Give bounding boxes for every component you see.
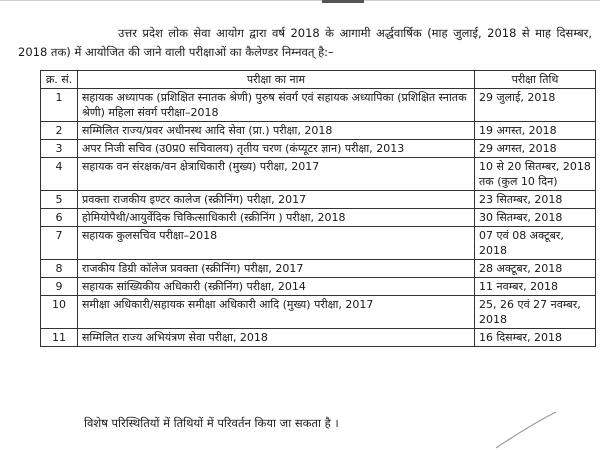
cell-serial: 5: [41, 191, 78, 209]
footnote: विशेष परिस्थितियों में तिथियों में परिवर्तन किया जा सकता है ।: [84, 416, 339, 430]
cell-serial: 7: [41, 227, 78, 260]
cell-exam-name: सहायक कुलसचिव परीक्षा–2018: [78, 227, 475, 260]
cell-serial: 4: [41, 158, 78, 191]
header-exam-date: परीक्षा तिथि: [475, 71, 596, 89]
exam-calendar-table: [40, 70, 596, 347]
top-mark: [322, 0, 364, 3]
cell-serial: 1: [41, 89, 78, 122]
table-row: [41, 329, 596, 347]
cell-exam-date: 19 अगस्त, 2018: [475, 122, 596, 140]
cell-exam-name: समीक्षा अधिकारी/सहायक समीक्षा अधिकारी आदि (मुख्य) परीक्षा, 2017: [78, 296, 475, 329]
cell-exam-date: 11 नवम्बर, 2018: [475, 278, 596, 296]
cell-exam-date: 30 सितम्बर, 2018: [475, 209, 596, 227]
header-exam-name: परीक्षा का नाम: [78, 71, 475, 89]
cell-exam-date: 16 दिसम्बर, 2018: [475, 329, 596, 347]
cell-exam-name: होमियोपैथी/आयुर्वेदिक चिकित्साधिकारी (स्क्रीनिंग ) परीक्षा, 2018: [78, 209, 475, 227]
cell-exam-name: सम्मिलित राज्य अभियंत्रण सेवा परीक्षा, 2018: [78, 329, 475, 347]
table-row: [41, 227, 596, 260]
table-row: [41, 122, 596, 140]
intro-paragraph: उत्तर प्रदेश लोक सेवा आयोग द्वारा वर्ष 2018 के आगामी अर्द्धवार्षिक (माह जुलाई, 2018 से माह दिसम्बर, 2018 तक) में आयोजित की जाने वाली परीक्षाओं का कैलेण्डर निम्नवत् है:–: [18, 25, 592, 59]
cell-exam-name: सहायक अध्यापक (प्रशिक्षित स्नातक श्रेणी) पुरुष संवर्ग एवं सहायक अध्यापिका (प्रशिक्षित स्नातक श्रेणी) महिला संवर्ग परीक्षा–2018: [78, 89, 475, 122]
cell-serial: 10: [41, 296, 78, 329]
cell-serial: 2: [41, 122, 78, 140]
table-row: [41, 191, 596, 209]
table-body: [41, 89, 596, 347]
table-row: [41, 89, 596, 122]
cell-exam-name: प्रवक्ता राजकीय इण्टर कालेज (स्क्रीनिंग) परीक्षा, 2017: [78, 191, 475, 209]
cell-serial: 3: [41, 140, 78, 158]
cell-exam-name: राजकीय डिग्री कॉलेज प्रवक्ता (स्क्रीनिंग) परीक्षा, 2017: [78, 260, 475, 278]
cell-serial: 9: [41, 278, 78, 296]
cell-exam-date: 23 सितम्बर, 2018: [475, 191, 596, 209]
cell-serial: 6: [41, 209, 78, 227]
top-rule: [0, 0, 600, 1]
cell-exam-date: 25, 26 एवं 27 नवम्बर, 2018: [475, 296, 596, 329]
cell-exam-name: सम्मिलित राज्य/प्रवर अधीनस्थ आदि सेवा (प्रा.) परीक्षा, 2018: [78, 122, 475, 140]
cell-exam-date: 29 अगस्त, 2018: [475, 140, 596, 158]
table-header-row: [41, 71, 596, 89]
cell-serial: 8: [41, 260, 78, 278]
cell-exam-name: सहायक वन संरक्षक/वन क्षेत्राधिकारी (मुख्य) परीक्षा, 2017: [78, 158, 475, 191]
cell-exam-date: 07 एवं 08 अक्टूबर, 2018: [475, 227, 596, 260]
cell-exam-name: अपर निजी सचिव (उ0प्र0 सचिवालय) तृतीय चरण (कंप्यूटर ज्ञान) परीक्षा, 2013: [78, 140, 475, 158]
table-row: [41, 260, 596, 278]
header-serial: क्र. सं.: [41, 71, 78, 89]
table-row: [41, 278, 596, 296]
cell-exam-date: 10 से 20 सितम्बर, 2018 तक (कुल 10 दिन): [475, 158, 596, 191]
table-row: [41, 158, 596, 191]
cell-exam-name: सहायक सांख्यिकीय अधिकारी (स्क्रीनिंग) परीक्षा, 2014: [78, 278, 475, 296]
table-row: [41, 296, 596, 329]
table-row: [41, 209, 596, 227]
cell-serial: 11: [41, 329, 78, 347]
cell-exam-date: 28 अक्टूबर, 2018: [475, 260, 596, 278]
cell-exam-date: 29 जुलाई, 2018: [475, 89, 596, 122]
table-row: [41, 140, 596, 158]
